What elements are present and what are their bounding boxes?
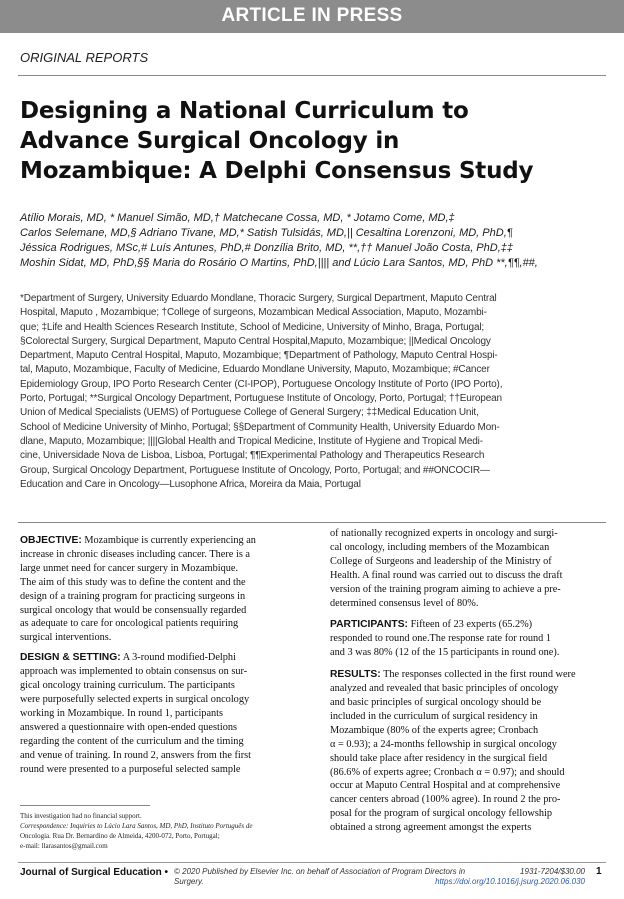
affiliation-line: dlane, Maputo, Mozambique; ||||Global Health and Tropical Medicine, Institute of Hygiene and Tropical Medi- xyxy=(20,435,483,447)
affiliation-line: Group, Surgical Oncology Department, Portuguese Institute of Oncology, Porto, Portugal; and ##ONCOCIR— xyxy=(20,464,490,476)
journal-name: Journal of Surgical Education • xyxy=(20,867,168,878)
affiliation-line: *Department of Surgery, University Eduardo Mondlane, Thoracic Surgery, Surgical Department, Maputo Central xyxy=(20,293,497,304)
email-link[interactable]: e-mail: llarasantos@gmail.com xyxy=(20,842,108,850)
results-label: RESULTS: xyxy=(330,669,381,681)
abstract-line: surgical oncology that would be consensually regarded xyxy=(20,604,247,616)
author-list xyxy=(20,211,610,271)
results-text: The responses collected in the first round were xyxy=(380,669,576,681)
affiliations xyxy=(20,292,612,492)
design-label: DESIGN & SETTING: xyxy=(20,652,121,664)
affiliation-line: §Colorectal Surgery, Surgical Department, Maputo Central Hospital,Maputo, Mozambique; ||Medical Oncology xyxy=(20,335,491,347)
objective-first-line xyxy=(20,534,302,548)
abstract-line: as adequate to care for oncological patients requiring xyxy=(20,618,239,630)
abstract-left-column xyxy=(20,534,302,776)
copyright xyxy=(174,867,466,887)
abstract-line: cancer centers abroad (100% agree). In round 2 the pro- xyxy=(330,794,561,806)
abstract-line: The aim of this study was to define the content and the xyxy=(20,576,246,588)
affiliation-line: tal, Maputo, Mozambique, Faculty of Medicine, Eduardo Mondlane University, Maputo, Mozambique; #Cancer xyxy=(20,364,490,376)
spacer xyxy=(330,610,612,618)
article-in-press-banner: ARTICLE IN PRESS xyxy=(0,0,624,33)
footer-divider xyxy=(18,862,606,863)
results-first-line xyxy=(330,668,612,682)
affiliation-line: Department, Maputo Central Hospital, Maputo, Mozambique; ¶Department of Pathology, Maputo Central Hospi- xyxy=(20,350,498,362)
abstract-line: regarding the content of the curriculum and the timing xyxy=(20,735,244,747)
abstract-line: analyzed and revealed that basic principles of oncology xyxy=(330,683,559,695)
abstract-line: large unmet need for cancer surgery in Mozambique. xyxy=(20,562,239,574)
abstract-divider xyxy=(18,522,606,523)
affiliation-line: Union of Medical Specialists (UEMS) of Portuguese College of General Surgery; ‡‡Medical Education Unit, xyxy=(20,407,479,419)
affiliation-line: School of Medicine University of Minho, Portugal; §§Department of Community Health, University Eduardo Mon- xyxy=(20,421,500,433)
abstract-line: gical oncology training curriculum. The participants xyxy=(20,680,235,692)
affiliation-line: Porto, Portugal; **Surgical Oncology Department, Portuguese Institute of Oncology, Porto, Portugal; ††European xyxy=(20,393,502,405)
affiliation-line: Hospital, Maputo , Mozambique; †College of surgeons, Mozambican Medical Association, Maputo, Mozambi- xyxy=(20,307,487,319)
design-text: A 3-round modified-Delphi xyxy=(120,652,236,664)
affiliation-line: Education and Care in Oncology—Lusophone Africa, Moreira da Maia, Portugal xyxy=(20,478,361,490)
abstract-right-column xyxy=(330,527,612,835)
page-number: 1 xyxy=(596,866,602,877)
abstract-line: posal for the program of surgical oncology fellowship xyxy=(330,808,553,820)
abstract-line: of nationally recognized experts in oncology and surgi- xyxy=(330,528,558,539)
abstract-line: (86.6% of experts agree; Cronbach α = 0.97); and should xyxy=(330,766,565,778)
correspondence-note: Oncologia. Rua Dr. Bernardino de Almeida, 4200-072, Porto, Portugal; xyxy=(20,832,220,840)
abstract-line: design of a training program for practicing surgeons in xyxy=(20,590,246,602)
author-line: Moshin Sidat, MD, PhD,§§ Maria do Rosário O Martins, PhD,|||| and Lúcio Lara Santos, MD, PhD **,¶¶,##, xyxy=(20,257,538,269)
spacer xyxy=(330,660,612,668)
abstract-line: determined consensus level of 80%. xyxy=(330,597,479,609)
abstract-line: α = 0.93); a 24-months fellowship in surgical oncology xyxy=(330,738,557,750)
abstract-line: Mozambique (80% of the experts agree; Cronbach xyxy=(330,724,539,736)
doi-link[interactable]: https://doi.org/10.1016/j.jsurg.2020.06.030 xyxy=(435,877,585,886)
participants-text: Fifteen of 23 experts (65.2%) xyxy=(408,619,533,631)
title-line: Designing a National Curriculum to xyxy=(20,98,469,124)
abstract-line: and venue of training. In round 2, answers from the first xyxy=(20,749,252,761)
design-first-line xyxy=(20,651,302,665)
issn-block xyxy=(385,867,585,887)
author-line: Atílio Morais, MD, * Manuel Simão, MD,† Matchecane Cossa, MD, * Jotamo Come, MD,‡ xyxy=(20,212,455,224)
abstract-line: surgical interventions. xyxy=(20,632,112,644)
funding-note: This investigation had no financial support. xyxy=(20,812,142,820)
abstract-line: College of Surgeons and leadership of the Ministry of xyxy=(330,555,552,567)
issn: 1931-7204/$30.00 xyxy=(520,867,585,876)
correspondence-note: Correspondence: Inquiries to Lúcio Lara Santos, MD, PhD, Instituto Português de xyxy=(20,822,253,830)
title-line: Advance Surgical Oncology in xyxy=(20,128,400,154)
abstract-line: should take place after residency in the surgical field xyxy=(330,752,548,764)
section-label: ORIGINAL REPORTS xyxy=(20,50,149,65)
abstract-line: version of the training program aiming to achieve a pre- xyxy=(330,583,561,595)
abstract-line: approach was implemented to obtain consensus on sur- xyxy=(20,666,248,678)
copyright-line: Surgery. xyxy=(174,877,204,886)
objective-text: Mozambique is currently experiencing an xyxy=(81,535,256,546)
footnote-divider xyxy=(20,805,150,806)
abstract-line: working in Mozambique. In round 1, participants xyxy=(20,707,224,719)
affiliation-line: cine, Universidade Nova de Lisboa, Lisboa, Portugal; ¶¶Experimental Pathology and Therapeutics Research xyxy=(20,450,485,462)
article-title xyxy=(20,96,610,186)
abstract-line: occur at Maputo Central Hospital and at comprehensive xyxy=(330,780,561,792)
abstract-line: obtained a strong agreement amongst the experts xyxy=(330,822,532,834)
author-line: Jéssica Rodrigues, MSc,# Luís Antunes, PhD,# Donzília Brito, MD, **,†† Manuel João Costa, PhD,‡‡ xyxy=(20,242,513,254)
header-divider xyxy=(18,75,606,76)
affiliation-line: que; ‡Life and Health Sciences Research Institute, School of Medicine, University of Minho, Braga, Portugal; xyxy=(20,321,485,333)
abstract-line: and basic principles of surgical oncology should be xyxy=(330,696,542,708)
objective-label: OBJECTIVE: xyxy=(20,535,82,546)
abstract-line: round were presented to a purposeful selected sample xyxy=(20,763,241,775)
abstract-line: increase in chronic diseases including cancer. There is a xyxy=(20,548,250,560)
abstract-line: Health. A final round was carried out to discuss the draft xyxy=(330,569,563,581)
abstract-line: were purposefully selected experts in surgical oncology xyxy=(20,693,250,705)
abstract-line: answered a questionnaire with open-ended questions xyxy=(20,721,238,733)
abstract-line: responded to round one.The response rate for round 1 xyxy=(330,633,552,645)
title-line: Mozambique: A Delphi Consensus Study xyxy=(20,158,534,184)
abstract-line: included in the curriculum of surgical residency in xyxy=(330,710,538,722)
copyright-line: © 2020 Published by Elsevier Inc. on behalf of Association of Program Directors in xyxy=(174,867,466,876)
affiliation-line: Epidemiology Group, IPO Porto Research Center (CI-IPOP), Portuguese Oncology Institute of Porto (IPO Porto), xyxy=(20,378,503,390)
abstract-line: cal oncology, including members of the Mozambican xyxy=(330,541,550,553)
footnotes xyxy=(20,811,302,851)
author-line: Carlos Selemane, MD,§ Adriano Tivane, MD,* Satish Tulsidás, MD,|| Cesaltina Lorenzoni, MD, PhD,¶ xyxy=(20,227,513,239)
participants-first-line xyxy=(330,618,612,632)
participants-label: PARTICIPANTS: xyxy=(330,619,408,631)
abstract-line: and 3 was 80% (12 of the 15 participants in round one). xyxy=(330,647,560,659)
